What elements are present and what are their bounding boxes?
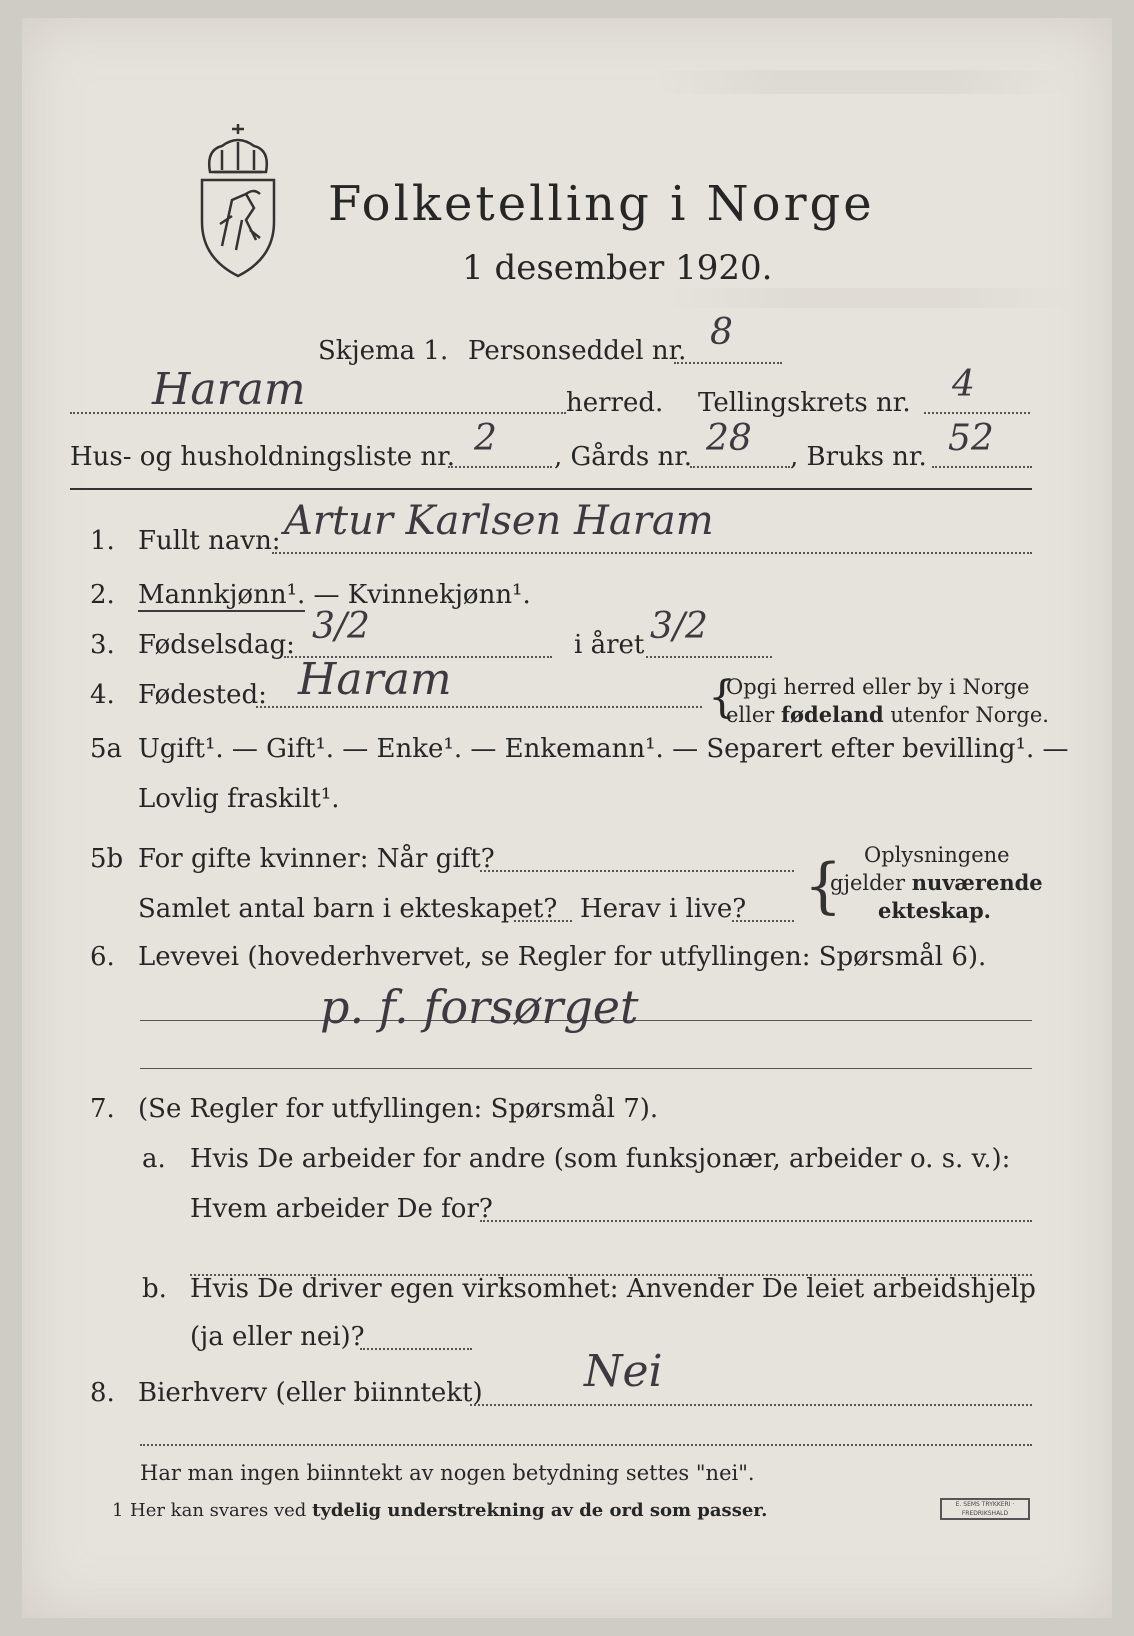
footnote-text: Her kan svares ved tydelig understrekning av de ord som passer. — [130, 1500, 768, 1521]
q8-line-2 — [140, 1444, 1032, 1446]
q5b-when-married-label: For gifte kvinner: Når gift? — [138, 844, 495, 874]
form-date: 1 desember 1920. — [462, 248, 773, 288]
q5a-number: 5a — [90, 734, 123, 764]
herred-value[interactable]: Haram — [152, 364, 306, 415]
q7a-number: a. — [142, 1144, 166, 1174]
q5b-note-line1: Oplysningene — [864, 843, 1010, 867]
tellingskrets-value[interactable]: 4 — [952, 364, 975, 405]
q7a-employer-line — [480, 1220, 1032, 1222]
q1-number: 1. — [90, 526, 115, 556]
hus-line — [448, 466, 552, 468]
q5b-children-label: Samlet antal barn i ekteskapet? — [138, 894, 558, 924]
q5b-brace: { — [804, 851, 843, 921]
mannkjonn-option[interactable]: Mannkjønn¹. — [138, 580, 306, 610]
birth-year-value[interactable]: 3/2 — [650, 606, 708, 647]
bruks-line — [932, 466, 1032, 468]
q5b-number: 5b — [90, 844, 124, 874]
birthplace-value[interactable]: Haram — [298, 654, 452, 705]
gards-label: , Gårds nr. — [554, 442, 693, 472]
q4-label: Fødested: — [138, 680, 267, 710]
form-title: Folketelling i Norge — [328, 176, 875, 232]
kvinnekjonn-option[interactable]: Kvinnekjønn¹. — [347, 580, 531, 610]
q7-label: (Se Regler for utfyllingen: Spørsmål 7). — [138, 1094, 659, 1124]
herred-line — [70, 412, 566, 414]
q3-number: 3. — [90, 630, 115, 660]
header-divider — [70, 488, 1032, 490]
q1-label: Fullt navn: — [138, 526, 281, 556]
bruks-value[interactable]: 52 — [948, 418, 994, 459]
q7b-number: b. — [142, 1274, 167, 1304]
birth-day-value[interactable]: 3/2 — [312, 606, 370, 647]
bruks-label: , Bruks nr. — [790, 442, 927, 472]
q5b-note-line3: ekteskap. — [878, 898, 991, 923]
gards-value[interactable]: 28 — [706, 418, 752, 459]
q7b-answer-line — [360, 1348, 472, 1350]
q7b-line2: (ja eller nei)? — [190, 1322, 365, 1352]
q5a-options[interactable]: Ugift¹. — Gift¹. — Enke¹. — Enkemann¹. — Separert efter bevilling¹. — — [138, 734, 1069, 764]
norwegian-coat-of-arms-icon — [192, 120, 284, 280]
q8-label: Bierhverv (eller biinntekt) — [138, 1378, 483, 1408]
herred-label: herred. — [566, 388, 664, 418]
tellingskrets-label: Tellingskrets nr. — [698, 388, 911, 418]
footnote-number: 1 — [112, 1500, 124, 1521]
side-income-note: Har man ingen biinntekt av nogen betydning settes "nei". — [140, 1461, 755, 1485]
bleed-through-text — [652, 70, 1072, 94]
q8-number: 8. — [90, 1378, 115, 1408]
personseddel-value[interactable]: 8 — [710, 312, 733, 353]
q4-note-line2: eller fødeland utenfor Norge. — [726, 702, 1049, 727]
q4-line — [256, 706, 702, 708]
hus-label: Hus- og husholdningsliste nr. — [70, 442, 456, 472]
q5b-children-line — [514, 920, 572, 922]
q1-line — [272, 552, 1032, 554]
q7a-line1: Hvis De arbeider for andre (som funksjonær, arbeider o. s. v.): — [190, 1144, 1011, 1174]
personseddel-label: Personseddel nr. — [468, 336, 687, 366]
printer-mark: E. SEMS TRYKKERI · FREDRIKSHALD — [940, 1498, 1030, 1520]
q5b-alive-label: Herav i live? — [580, 894, 747, 924]
q7b-line1: Hvis De driver egen virksomhet: Anvender De leiet arbeidshjelp — [190, 1274, 1036, 1304]
tellingskrets-line — [924, 412, 1030, 414]
q4-number: 4. — [90, 680, 115, 710]
q4-brace: { — [708, 672, 736, 723]
q5a-options-cont[interactable]: Lovlig fraskilt¹. — [138, 784, 340, 814]
q5b-alive-line — [732, 920, 794, 922]
hus-value[interactable]: 2 — [474, 418, 497, 459]
q2-number: 2. — [90, 580, 115, 610]
occupation-value[interactable]: p. f. forsørget — [320, 980, 639, 1034]
q3-year-label: i året — [574, 630, 645, 660]
q8-line — [470, 1404, 1032, 1406]
gards-line — [690, 466, 790, 468]
schema-label: Skjema 1. — [318, 336, 449, 366]
q4-note-line1: Opgi herred eller by i Norge — [726, 675, 1030, 699]
q7-number: 7. — [90, 1094, 115, 1124]
side-income-value[interactable]: Nei — [584, 1346, 663, 1397]
q6-label: Levevei (hovederhvervet, se Regler for utfyllingen: Spørsmål 6). — [138, 942, 987, 972]
q5b-note-line2: gjelder nuværende — [830, 870, 1043, 895]
q3-year-line — [646, 656, 772, 658]
census-form-page — [22, 18, 1112, 1618]
q5b-when-married-line — [480, 870, 794, 872]
personseddel-line — [674, 362, 782, 364]
q3-label: Fødselsdag: — [138, 630, 295, 660]
q7a-line2: Hvem arbeider De for? — [190, 1194, 493, 1224]
bleed-through-text — [662, 288, 1082, 308]
q6-answer-line-2 — [140, 1068, 1032, 1069]
option-separator: — — [305, 580, 348, 610]
q6-number: 6. — [90, 942, 115, 972]
full-name-value[interactable]: Artur Karlsen Haram — [284, 498, 714, 544]
